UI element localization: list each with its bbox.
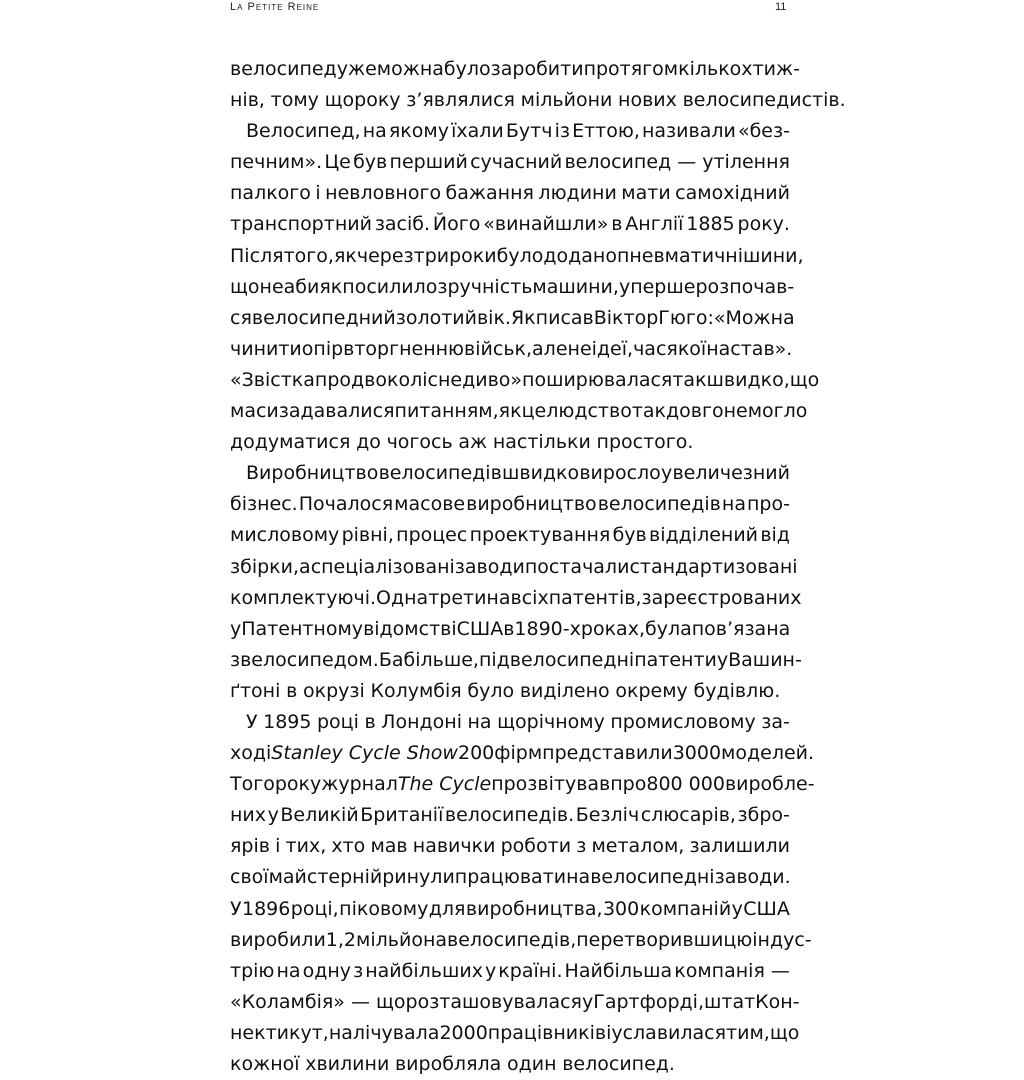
- word: мільйона: [356, 928, 448, 951]
- word: в: [286, 679, 298, 702]
- word: щорічному: [497, 710, 605, 733]
- word: хвилини: [305, 1053, 390, 1075]
- word: 3000: [672, 742, 722, 765]
- word: «Звістка: [230, 368, 315, 391]
- word: Вашин-: [728, 648, 802, 671]
- text-line: [230, 458, 790, 489]
- word: «Можна: [713, 306, 795, 329]
- text-line: [230, 241, 804, 272]
- word: Виробництво: [246, 462, 379, 485]
- word: про-: [746, 493, 790, 516]
- word: Гартфорді,: [593, 990, 704, 1013]
- word: велосипедів: [378, 462, 502, 485]
- word: бажання: [445, 182, 534, 205]
- word: Еттою,: [572, 120, 640, 143]
- word: уперше: [618, 275, 696, 298]
- word: процес: [396, 524, 468, 547]
- word: ґтоні: [230, 679, 281, 702]
- word: роках,: [580, 617, 645, 640]
- word: велосипед.: [562, 1053, 675, 1075]
- word: всіх: [510, 586, 549, 609]
- word: Після: [230, 244, 284, 267]
- word: мати: [621, 182, 671, 205]
- word: величезний: [672, 462, 790, 485]
- word: не: [567, 337, 592, 360]
- word: чогось: [386, 431, 453, 454]
- word: окрему: [615, 679, 688, 702]
- word: уже: [336, 58, 377, 80]
- word: виробили: [230, 928, 326, 951]
- word: одну: [302, 959, 352, 982]
- word: промисловому: [610, 710, 756, 733]
- text-line: [230, 396, 808, 427]
- word: Одна: [376, 586, 429, 609]
- word: тих,: [285, 835, 327, 858]
- word: виробле-: [724, 773, 815, 796]
- word: з: [576, 835, 587, 858]
- word: Англії: [625, 213, 684, 236]
- word: із: [554, 120, 570, 143]
- word: велосипедів: [597, 493, 721, 516]
- text-line: [230, 614, 790, 645]
- word: опір: [301, 337, 344, 360]
- word: країні.: [498, 959, 563, 982]
- word: була: [644, 617, 692, 640]
- word: до: [356, 431, 381, 454]
- word: мисловому: [230, 524, 340, 547]
- word: довго: [666, 400, 724, 423]
- word: був: [612, 524, 647, 547]
- word: посилило: [342, 275, 438, 298]
- text-line: [230, 303, 795, 334]
- word: військ,: [464, 337, 533, 360]
- word: Це: [324, 151, 351, 174]
- word: піковому: [339, 897, 429, 920]
- word: третина: [428, 586, 511, 609]
- text-line: [230, 116, 790, 147]
- word: швидко,: [706, 368, 790, 391]
- word: у: [485, 959, 497, 982]
- word: США: [743, 897, 790, 920]
- word: на: [362, 120, 387, 143]
- word: більше,: [403, 648, 479, 671]
- word: палкого: [230, 182, 311, 205]
- word: додуматися: [230, 431, 351, 454]
- text-line: [230, 1018, 800, 1049]
- word: самохідний: [675, 182, 790, 205]
- word: і: [606, 1021, 612, 1044]
- word: працювати: [454, 866, 567, 889]
- word: людини: [538, 182, 617, 205]
- word: у: [731, 897, 743, 920]
- italic-title: Stanley Cycle Show: [271, 742, 458, 765]
- word: неабияк: [259, 275, 343, 298]
- text-line: [230, 925, 812, 956]
- word: будівлю.: [693, 679, 781, 702]
- word: залишили: [689, 835, 790, 858]
- word: перший: [389, 151, 468, 174]
- word: маси: [230, 400, 279, 423]
- word: нів,: [230, 89, 265, 112]
- text-line: [230, 520, 790, 551]
- word: і: [275, 835, 281, 858]
- word: відомстві: [363, 617, 457, 640]
- word: ярів: [230, 835, 270, 858]
- word: збірки,: [230, 555, 300, 578]
- word: велосипедом.: [240, 648, 379, 671]
- word: 1895: [263, 710, 312, 733]
- word: від: [760, 524, 790, 547]
- word: Віктор: [593, 306, 659, 329]
- text-line: [230, 738, 815, 769]
- text-line: [230, 987, 800, 1018]
- word: у: [661, 462, 673, 485]
- word: кількох: [678, 58, 753, 80]
- word: патентів,: [548, 586, 642, 609]
- word: Ба: [378, 648, 404, 671]
- word: свої: [230, 866, 269, 889]
- word: так: [672, 368, 707, 391]
- text-line: [230, 707, 790, 738]
- word: тиж-: [752, 58, 800, 80]
- word: Велосипед,: [246, 120, 361, 143]
- word: Великій: [280, 804, 359, 827]
- word: Бутч: [505, 120, 553, 143]
- word: нових: [618, 89, 677, 112]
- word: 1885: [686, 213, 735, 236]
- word: Його: [432, 213, 481, 236]
- word: простого.: [596, 431, 694, 454]
- text-line: [230, 552, 798, 583]
- word: трію: [230, 959, 275, 982]
- word: як: [333, 244, 357, 267]
- word: Лондоні: [381, 710, 462, 733]
- word: у: [230, 617, 242, 640]
- word: печним».: [230, 151, 323, 174]
- word: двоколісне: [351, 368, 463, 391]
- text-line: [230, 489, 790, 520]
- word: мав: [370, 835, 408, 858]
- word: уславилася: [611, 1021, 727, 1044]
- word: році: [317, 710, 359, 733]
- word: диво»: [462, 368, 523, 391]
- word: їхали: [451, 120, 504, 143]
- word: мільйони: [520, 89, 613, 112]
- word: поширювалася: [522, 368, 673, 391]
- word: людство: [546, 400, 632, 423]
- word: за-: [761, 710, 790, 733]
- word: того,: [283, 244, 334, 267]
- word: щороку: [324, 89, 401, 112]
- text-line: [230, 209, 790, 240]
- word: протягом: [583, 58, 679, 80]
- word: машини,: [532, 275, 619, 298]
- word: писав: [535, 306, 594, 329]
- word: в: [364, 710, 376, 733]
- word: 2000: [439, 1021, 488, 1044]
- word: на: [467, 710, 492, 733]
- word: «без-: [737, 120, 790, 143]
- word: ся: [230, 306, 252, 329]
- word: виділено: [519, 679, 610, 702]
- word: 300: [602, 897, 640, 920]
- text-line: [230, 862, 790, 893]
- word: збро-: [737, 804, 790, 827]
- word: велосипедний: [251, 306, 396, 329]
- word: питанням,: [394, 400, 499, 423]
- word: 1890-х: [514, 617, 581, 640]
- word: моделей.: [721, 742, 815, 765]
- word: масове: [394, 493, 466, 516]
- word: було: [467, 679, 515, 702]
- word: на: [721, 493, 746, 516]
- text-line: [230, 645, 802, 676]
- word: комплектуючі.: [230, 586, 377, 609]
- word: 200: [457, 742, 495, 765]
- word: настільки: [492, 431, 591, 454]
- word: вік.: [476, 306, 511, 329]
- word: для: [428, 897, 466, 920]
- text-line: [230, 956, 790, 987]
- word: невловного: [325, 182, 442, 205]
- word: що: [230, 275, 260, 298]
- text-line: [230, 334, 793, 365]
- word: можна: [376, 58, 444, 80]
- word: якої: [666, 337, 707, 360]
- word: з’являлися: [406, 89, 515, 112]
- word: у: [716, 648, 729, 671]
- text-line: [230, 894, 790, 925]
- word: називали: [641, 120, 736, 143]
- word: велосипед: [230, 58, 337, 80]
- text-line: [230, 676, 790, 707]
- word: стандартизовані: [629, 555, 798, 578]
- word: бізнес.: [230, 493, 298, 516]
- word: так: [631, 400, 667, 423]
- word: що: [769, 1021, 800, 1044]
- word: штат: [703, 990, 756, 1013]
- word: США: [456, 617, 504, 640]
- word: патенти: [634, 648, 717, 671]
- text-line: [230, 1049, 790, 1080]
- word: компанія —: [674, 959, 790, 982]
- word: це: [521, 400, 547, 423]
- word: перетворивши: [576, 928, 724, 951]
- word: цю: [723, 928, 753, 951]
- word: ході: [230, 742, 272, 765]
- word: журнал: [321, 773, 398, 796]
- word: Того: [230, 773, 275, 796]
- word: Як: [510, 306, 536, 329]
- word: Почалося: [298, 493, 394, 516]
- word: тим,: [726, 1021, 770, 1044]
- word: а: [299, 555, 311, 578]
- word: хто: [331, 835, 366, 858]
- word: й: [369, 866, 383, 889]
- word: зареєстрованих: [641, 586, 802, 609]
- word: було: [443, 58, 491, 80]
- word: року: [274, 773, 322, 796]
- word: велосипед — утілення: [564, 151, 790, 174]
- word: якому: [388, 120, 449, 143]
- text-line: [230, 365, 820, 396]
- word: на: [276, 959, 301, 982]
- word: виросло: [579, 462, 661, 485]
- word: компаній: [639, 897, 732, 920]
- word: як: [498, 400, 522, 423]
- word: велосипедні: [509, 648, 635, 671]
- word: Гюго:: [658, 306, 714, 329]
- word: виробництва,: [465, 897, 603, 920]
- word: металом,: [591, 835, 685, 858]
- word: слюсарів,: [640, 804, 736, 827]
- word: році,: [290, 897, 339, 920]
- word: велосипедистів.: [682, 89, 846, 112]
- text-line: [230, 427, 790, 458]
- text-line: [230, 54, 800, 85]
- word: було: [496, 244, 544, 267]
- word: могло: [747, 400, 808, 423]
- word: що: [789, 368, 820, 391]
- word: Найбільша: [564, 959, 673, 982]
- word: майстерні: [268, 866, 370, 889]
- word: нектикут,: [230, 1021, 329, 1044]
- word: велосипедні: [590, 866, 715, 889]
- word: з: [230, 648, 241, 671]
- word: три: [413, 244, 450, 267]
- word: пневматичні: [616, 244, 744, 267]
- word: У: [246, 710, 258, 733]
- word: задавалися: [278, 400, 395, 423]
- word: в: [503, 617, 515, 640]
- word: них: [230, 804, 267, 827]
- word: був: [353, 151, 388, 174]
- word: «винайшли»: [483, 213, 609, 236]
- text-line: [230, 272, 795, 303]
- word: ринули: [382, 866, 455, 889]
- word: Патентному: [241, 617, 364, 640]
- word: заробити: [490, 58, 584, 80]
- word: вторгненню: [343, 337, 465, 360]
- text-line: [230, 769, 815, 800]
- word: заводи.: [714, 866, 791, 889]
- word: ідеї,: [591, 337, 634, 360]
- word: тому: [270, 89, 319, 112]
- word: Британії: [360, 804, 444, 827]
- word: засіб.: [374, 213, 431, 236]
- word: «Коламбія» — що: [230, 990, 406, 1013]
- text-line: [230, 147, 790, 178]
- word: аж: [458, 431, 488, 454]
- word: розташовувалася: [405, 990, 582, 1013]
- word: представили: [542, 742, 673, 765]
- word: працівників: [487, 1021, 607, 1044]
- word: налічувала: [328, 1021, 440, 1044]
- text-line: [230, 85, 846, 116]
- text-line: [230, 831, 790, 862]
- body-text: [230, 54, 846, 1080]
- word: про: [610, 773, 647, 796]
- word: через: [356, 244, 414, 267]
- word: пов’язана: [691, 617, 791, 640]
- word: 1896: [242, 897, 291, 920]
- word: постачали: [524, 555, 630, 578]
- word: Колумбія: [370, 679, 462, 702]
- word: окрузі: [302, 679, 365, 702]
- word: виробляла: [394, 1053, 502, 1075]
- word: прозвітував: [491, 773, 611, 796]
- word: транспортний: [230, 213, 372, 236]
- word: виробництво: [466, 493, 597, 516]
- word: навички: [412, 835, 496, 858]
- word: рівні,: [341, 524, 394, 547]
- text-line: [230, 178, 790, 209]
- word: але: [532, 337, 568, 360]
- running-title: La Petite Reine: [230, 1, 320, 13]
- word: проектування: [469, 524, 611, 547]
- page-number: 11: [775, 1, 787, 13]
- word: роботи: [500, 835, 572, 858]
- word: відділений: [649, 524, 759, 547]
- word: додано: [543, 244, 617, 267]
- word: під: [478, 648, 510, 671]
- word: індус-: [752, 928, 812, 951]
- word: чинити: [230, 337, 302, 360]
- word: Кон-: [755, 990, 800, 1013]
- word: в: [611, 213, 623, 236]
- word: не: [723, 400, 748, 423]
- word: шини,: [743, 244, 804, 267]
- text-line: [230, 800, 790, 831]
- word: велосипедів,: [447, 928, 577, 951]
- word: золотий: [395, 306, 477, 329]
- word: роки: [449, 244, 497, 267]
- word: 800 000: [646, 773, 725, 796]
- word: зручність: [437, 275, 533, 298]
- word: У: [230, 897, 242, 920]
- word: заводи: [454, 555, 525, 578]
- word: Безліч: [575, 804, 640, 827]
- word: один: [506, 1053, 557, 1075]
- word: час: [633, 337, 667, 360]
- word: сучасний: [470, 151, 563, 174]
- word: спеціалізовані: [310, 555, 455, 578]
- word: велосипедів.: [444, 804, 575, 827]
- word: розпочав-: [695, 275, 795, 298]
- word: про: [314, 368, 352, 391]
- word: року.: [737, 213, 790, 236]
- word: фірм: [494, 742, 543, 765]
- word: у: [267, 804, 279, 827]
- word: і: [315, 182, 321, 205]
- word: на: [566, 866, 591, 889]
- word: найбільших: [365, 959, 483, 982]
- italic-title: The Cycle: [397, 773, 492, 796]
- word: кожної: [230, 1053, 300, 1075]
- running-header: [0, 0, 1024, 20]
- text-line: [230, 583, 802, 614]
- word: у: [581, 990, 594, 1013]
- word: з: [353, 959, 364, 982]
- word: швидко: [501, 462, 580, 485]
- word: 1,2: [325, 928, 357, 951]
- word: настав».: [706, 337, 793, 360]
